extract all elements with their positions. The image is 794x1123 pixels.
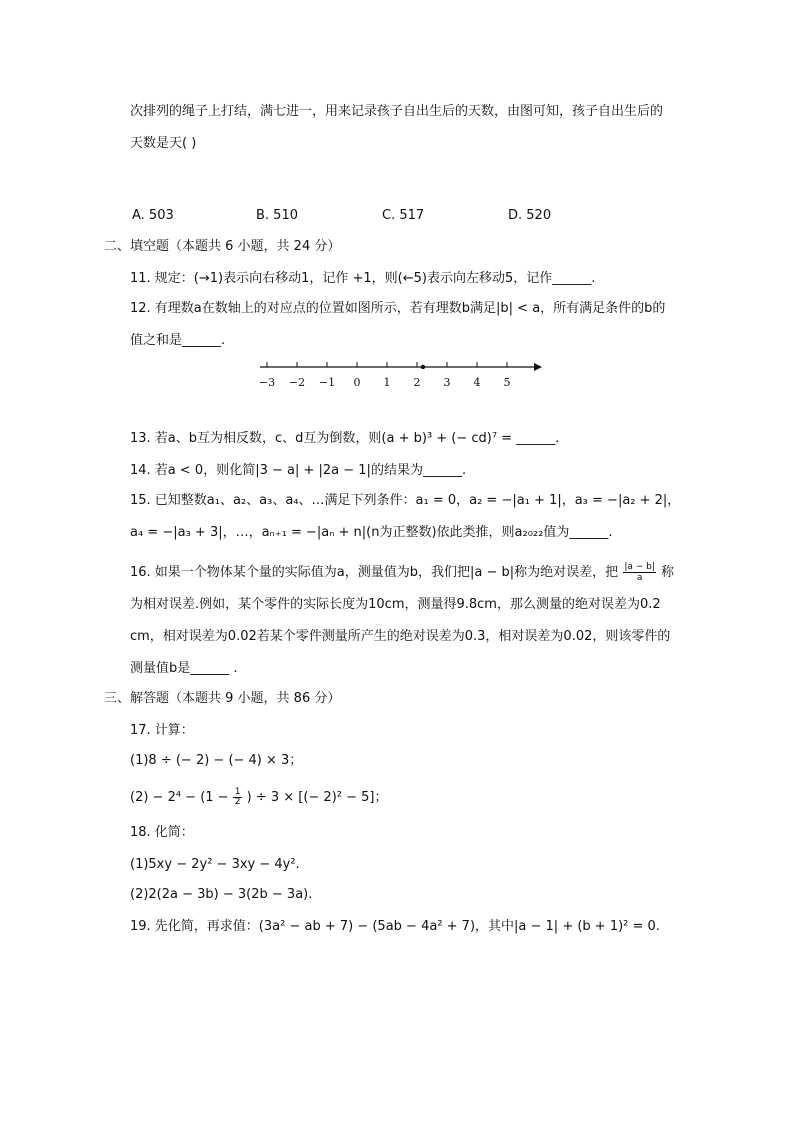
q19: 19. 先化简，再求值：(3a² − ab + 7) − (5ab − 4a² + 7)，其中|a − 1| + (b + 1)² = 0. — [130, 919, 660, 934]
q16-line-1-text: 16. 如果一个物体某个量的实际值为a，测量值为b，我们把|a − b|称为绝对误差，把 — [130, 565, 619, 580]
q16-line-3: cm，相对误差为0.02若某个零件测量所产生的绝对误差为0.3，相对误差为0.02，则该零件的 — [130, 629, 671, 644]
tick-label-4: 1 — [383, 376, 391, 389]
number-line-arrow-icon — [534, 363, 542, 371]
q15-line-1: 15. 已知整数a₁、a₂、a₃、a₄、…满足下列条件：a₁ = 0，a₂ = −|a₁ + 1|，a₃ = −|a₂ + 2|， — [130, 493, 681, 508]
tick-label-5: 2 — [413, 376, 421, 389]
q17-title: 17. 计算： — [130, 723, 194, 738]
q13: 13. 若a、b互为相反数，c、d互为倒数，则(a + b)³ + (− cd)⁷ = ______. — [130, 431, 560, 446]
q17-fraction-num: 1 — [234, 787, 241, 797]
q11: 11. 规定：(→1)表示向右移动1，记作 +1，则(←5)表示向左移动5，记作______. — [130, 271, 596, 286]
number-line-figure — [250, 355, 550, 395]
q18-part-1: (1)5xy − 2y² − 3xy − 4y². — [130, 857, 300, 872]
q10-choice-d: D. 520 — [508, 208, 552, 223]
q18-title: 18. 化简： — [130, 825, 194, 840]
q15-line-2: a₄ = −|a₃ + 3|，…，aₙ₊₁ = −|aₙ + n|(n为正整数)依此类推，则a₂₀₂₂值为______. — [130, 525, 613, 540]
tick-label-2: −1 — [318, 376, 336, 389]
tick-label-8: 5 — [503, 376, 511, 389]
point-a-marker — [421, 365, 425, 369]
q10-line-2: 天数是天( ) — [130, 136, 197, 151]
tick-label-1: −2 — [288, 376, 306, 389]
q18-part-2: (2)2(2a − 3b) − 3(2b − 3a). — [130, 887, 313, 902]
q16-fraction-num: |a − b| — [624, 562, 655, 572]
q17-part-2-b: ) ÷ 3 × [(− 2)² − 5]； — [246, 790, 388, 805]
tick-label-3: 0 — [353, 376, 361, 389]
q16-line-2: 为相对误差.例如，某个零件的实际长度为10cm，测量得9.8cm，那么测量的绝对误差为0.2 — [130, 597, 661, 612]
q10-choice-c: C. 517 — [382, 208, 425, 223]
q16-line-1-tail: 称 — [661, 565, 675, 580]
q17-fraction-den: 2 — [234, 797, 241, 807]
q16-line-4: 测量值b是______ . — [130, 661, 238, 676]
q12-line-1: 12. 有理数a在数轴上的对应点的位置如图所示，若有理数b满足|b| < a，所有满足条件的b的 — [130, 301, 666, 316]
q16-line-1 — [130, 562, 674, 583]
q17-part-2-a: (2) − 2⁴ − (1 − — [130, 790, 233, 805]
q17-fraction — [233, 788, 243, 807]
section-fill-in-title: 二、填空题（本题共 6 小题，共 24 分） — [104, 239, 341, 254]
tick-label-0: −3 — [258, 376, 276, 389]
q10-line-1: 次排列的绳子上打结，满七进一，用来记录孩子自出生后的天数，由图可知，孩子自出生后的 — [130, 104, 664, 119]
tick-label-6: 3 — [443, 376, 451, 389]
q17-part-1: (1)8 ÷ (− 2) − (− 4) × 3； — [130, 753, 303, 768]
q16-fraction — [623, 562, 656, 583]
section-answer-title: 三、解答题（本题共 9 小题，共 86 分） — [104, 691, 341, 706]
q10-choice-b: B. 510 — [256, 208, 298, 223]
q16-fraction-den: a — [636, 573, 643, 583]
q14: 14. 若a < 0，则化简|3 − a| + |2a − 1|的结果为______. — [130, 463, 467, 478]
q12-line-2: 值之和是______. — [130, 333, 226, 348]
q10-choice-a: A. 503 — [132, 208, 174, 223]
q17-part-2 — [130, 788, 387, 807]
tick-label-7: 4 — [473, 376, 481, 389]
